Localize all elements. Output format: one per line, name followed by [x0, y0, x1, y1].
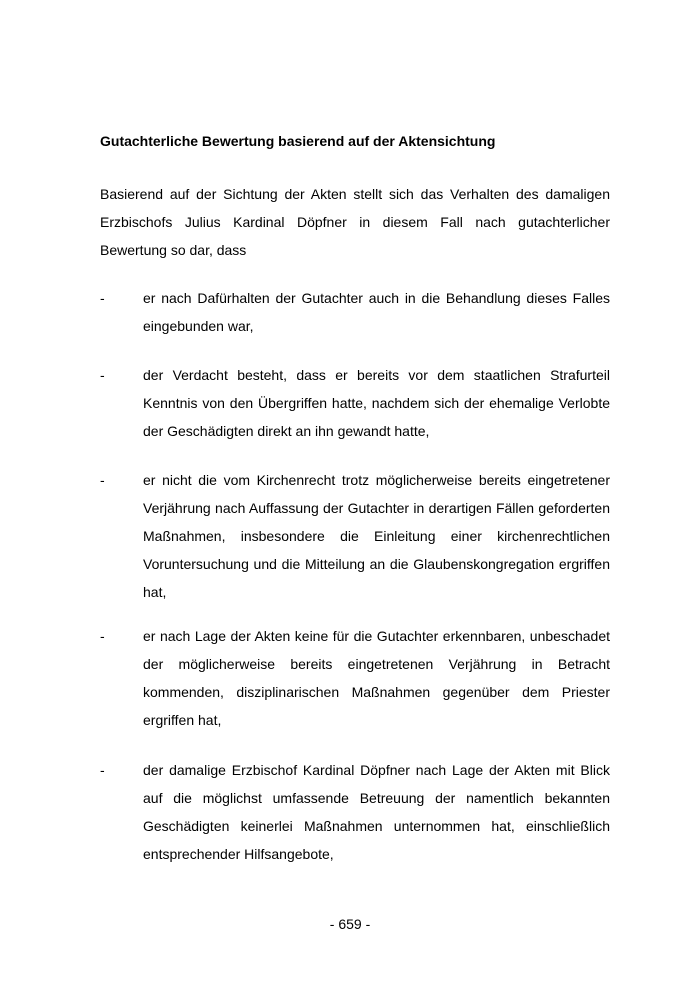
- page-number: - 659 -: [329, 916, 371, 932]
- bullet-dash: -: [100, 472, 105, 488]
- list-item-text: der damalige Erzbischof Kardinal Döpfner nach Lage der Akten mit Blick auf die möglichst umfassende Betreuung der namentlich bekannten Geschädigten keinerlei Maßnahmen unternommen hat, einschließlich entsprechender Hilfsangebote,: [143, 762, 610, 862]
- list-item: [100, 622, 610, 734]
- section-heading: Gutachterliche Bewertung basierend auf der Aktensichtung: [100, 133, 496, 149]
- list-item-text: er nicht die vom Kirchenrecht trotz möglicherweise bereits eingetretener Verjährung nach Auffassung der Gutachter in derartigen Fällen geforderten Maßnahmen, insbesondere die Einleitung einer kirchenrechtlichen Voruntersuchung und die Mitteilung an die Glaubenskongregation ergriffen hat,: [143, 472, 610, 600]
- list-item-text: der Verdacht besteht, dass er bereits vor dem staatlichen Strafurteil Kenntnis von den Übergriffen hatte, nachdem sich der ehemalige Verlobte der Geschädigten direkt an ihn gewandt hatte,: [143, 367, 610, 439]
- bullet-dash: -: [100, 762, 105, 778]
- list-item-text: er nach Lage der Akten keine für die Gutachter erkennbaren, unbeschadet der möglicherweise bereits eingetretenen Verjährung in Betracht kommenden, disziplinarischen Maßnahmen gegenüber dem Priester ergriffen hat,: [143, 628, 610, 728]
- list-item: [100, 756, 610, 868]
- list-item-text: er nach Dafürhalten der Gutachter auch in die Behandlung dieses Falles eingebunden war,: [143, 290, 610, 334]
- list-item: [100, 361, 610, 445]
- intro-paragraph: Basierend auf der Sichtung der Akten stellt sich das Verhalten des damaligen Erzbischofs Julius Kardinal Döpfner in diesem Fall nach gutachterlicher Bewertung so dar, dass: [100, 186, 610, 258]
- bullet-dash: -: [100, 628, 105, 644]
- bullet-dash: -: [100, 367, 105, 383]
- bullet-dash: -: [100, 290, 105, 306]
- list-item: [100, 284, 610, 340]
- list-item: [100, 466, 610, 606]
